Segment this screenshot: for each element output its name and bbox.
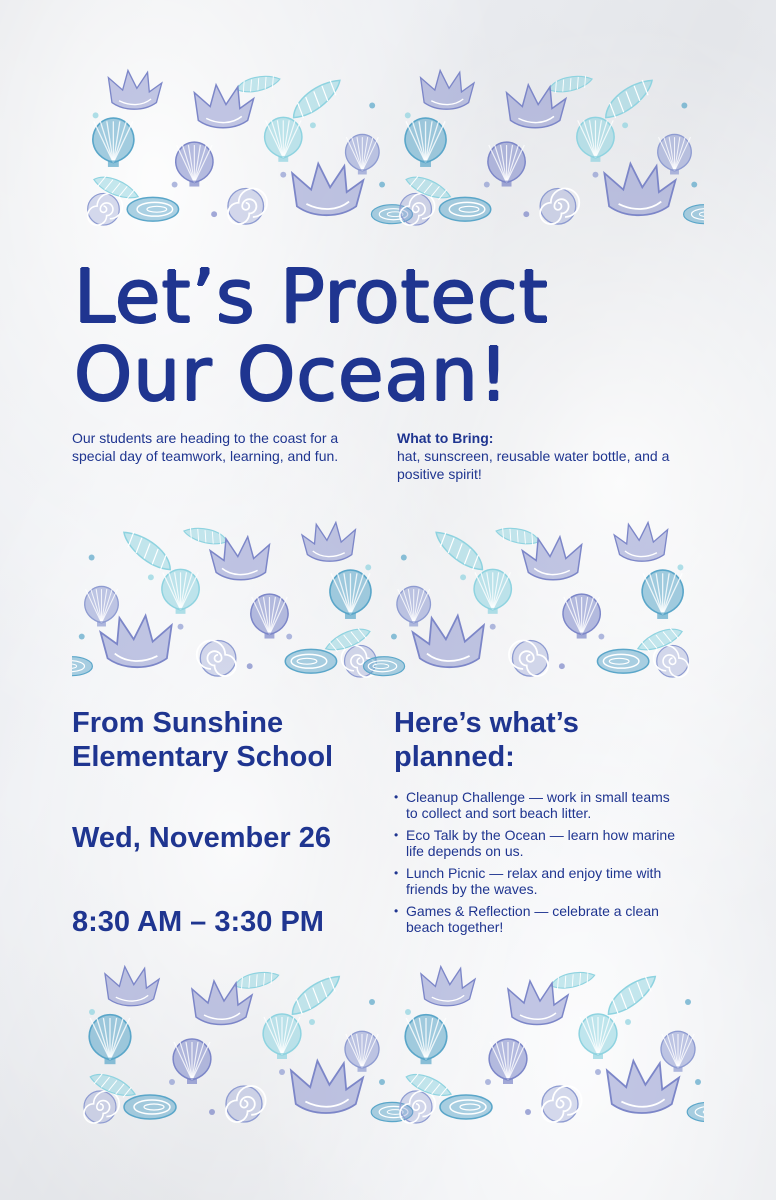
scallop-shell-icon [405,1015,447,1064]
scallop-shell-icon [489,1039,527,1084]
plan-item-text: Eco Talk by the Ocean — learn how marine life depends on us. [406,827,675,859]
mussel-shell-icon [684,205,704,224]
mussel-shell-icon [439,197,490,221]
scallop-shell-icon [397,586,431,626]
school-name [72,706,382,774]
mussel-shell-icon [687,1102,704,1121]
plan-item-text: Cleanup Challenge — work in small teams to collect and sort beach litter. [406,789,670,821]
scallop-shell-icon [85,586,119,626]
scallop-shell-icon [265,117,302,161]
spiral-shell-icon [226,1086,266,1122]
plan-heading-line-2: planned: [394,741,515,773]
mussel-shell-icon [72,657,92,676]
scallop-shell-icon [162,569,199,613]
pebble-dot [369,103,375,109]
scallop-shell-icon [579,1014,617,1059]
spiral-shell-icon [88,193,123,225]
plan-item [394,827,684,859]
pebble-dot [379,1079,385,1085]
plan-item-text: Games & Reflection — celebrate a clean beach together! [406,903,659,935]
conch-shell-icon [430,526,489,575]
plan-item [394,903,684,935]
pebble-dot [691,182,697,188]
scallop-shell-icon [661,1031,695,1072]
pebble-dot [622,122,628,128]
spiky-shell-icon [105,967,159,1006]
plan-item [394,789,684,821]
pebble-dot [178,624,184,630]
pebble-dot [247,663,253,669]
spiky-shell-icon [607,1061,679,1113]
pebble-dot [598,634,604,640]
spiky-shell-icon [421,967,475,1006]
poster-title [74,254,694,418]
pebble-dot [405,1009,411,1015]
pebble-dot [401,555,407,561]
conch-shell-icon [547,73,593,94]
spiky-shell-icon [413,616,484,668]
conch-shell-icon [233,969,280,991]
scallop-shell-icon [346,134,380,174]
mussel-shell-icon [363,657,404,676]
spiral-shell-icon [400,193,435,225]
event-time: 8:30 AM – 3:30 PM [72,906,324,938]
spiral-shell-icon [197,641,236,677]
scallop-shell-icon [176,142,213,186]
spiky-shell-icon [101,616,172,668]
spiky-shell-icon [614,523,667,562]
scallop-shell-icon [345,1031,379,1072]
conch-shell-icon [549,969,596,991]
seashell-border-middle [72,518,704,682]
mussel-shell-icon [127,197,178,221]
scallop-shell-icon [263,1014,301,1059]
title-line-1: Let’s Protect [74,254,549,340]
pebble-dot [625,1019,631,1025]
pebble-dot [685,999,691,1005]
pebble-dot [89,555,95,561]
plan-item-text: Lunch Picnic — relax and enjoy time with friends by the waves. [406,865,662,897]
plan-heading [394,706,704,774]
pebble-dot [209,1109,215,1115]
school-line-2: Elementary School [72,741,334,773]
pebble-dot [460,574,466,580]
conch-shell-icon [182,525,228,546]
scallop-shell-icon [577,117,614,161]
what-to-bring-text: hat, sunscreen, reusable water bottle, and a positive spirit! [397,448,670,482]
pebble-dot [525,1109,531,1115]
pebble-dot [169,1079,175,1085]
scallop-shell-icon [405,118,446,167]
pebble-dot [286,634,292,640]
bullet-icon: • [394,904,399,918]
spiral-shell-icon [400,1091,435,1123]
scallop-shell-icon [173,1039,211,1084]
scallop-shell-icon [93,118,134,167]
bullet-icon: • [394,828,399,842]
conch-shell-icon [495,525,541,546]
mussel-shell-icon [440,1095,492,1119]
scallop-shell-icon [563,594,600,638]
what-to-bring-label: What to Bring: [397,430,494,446]
plan-item [394,865,684,897]
conch-shell-icon [599,74,658,123]
scallop-shell-icon [330,570,371,619]
pebble-dot [211,211,217,217]
conch-shell-icon [602,970,662,1020]
what-to-bring [397,429,687,483]
pebble-dot [490,624,496,630]
seashell-border-top [72,66,704,230]
pebble-dot [379,182,385,188]
intro-text: Our students are heading to the coast for a special day of teamwork, learning, and fun. [72,430,339,464]
plan-heading-line-1: Here’s what’s [394,707,579,739]
conch-shell-icon [118,526,177,575]
pebble-dot [365,564,371,570]
pebble-dot [279,1069,285,1075]
pebble-dot [310,122,316,128]
title-line-2: Our Ocean! [74,332,510,418]
bullet-icon: • [394,866,399,880]
scallop-shell-icon [474,569,511,613]
conch-shell-icon [287,74,346,123]
spiky-shell-icon [302,523,355,562]
scallop-shell-icon [642,570,683,619]
pebble-dot [391,634,397,640]
pebble-dot [523,211,529,217]
pebble-dot [79,634,85,640]
spiral-shell-icon [542,1086,582,1122]
pebble-dot [695,1079,701,1085]
scallop-shell-icon [89,1015,131,1064]
spiral-shell-icon [509,641,548,677]
spiky-shell-icon [108,71,161,110]
pebble-dot [677,564,683,570]
pebble-dot [595,1069,601,1075]
pebble-dot [280,172,286,178]
pebble-dot [89,1009,95,1015]
spiral-shell-icon [228,189,267,225]
pebble-dot [172,182,178,188]
mussel-shell-icon [285,649,336,673]
pebble-dot [148,574,154,580]
pebble-dot [681,103,687,109]
plan-list [394,789,684,941]
spiky-shell-icon [421,71,474,110]
pebble-dot [484,182,490,188]
pebble-dot [593,172,599,178]
spiral-shell-icon [84,1091,119,1123]
bullet-icon: • [394,790,399,804]
spiky-shell-icon [291,1061,363,1113]
spiral-shell-icon [540,189,579,225]
pebble-dot [93,112,99,118]
event-date: Wed, November 26 [72,822,331,854]
mussel-shell-icon [597,649,648,673]
pebble-dot [369,999,375,1005]
pebble-dot [405,112,411,118]
conch-shell-icon [286,970,346,1020]
conch-shell-icon [235,73,281,94]
school-line-1: From Sunshine [72,707,284,739]
scallop-shell-icon [658,134,692,174]
pebble-dot [485,1079,491,1085]
pebble-dot [309,1019,315,1025]
spiky-shell-icon [604,164,675,216]
mussel-shell-icon [124,1095,176,1119]
spiral-shell-icon [654,645,689,677]
seashell-border-bottom [72,962,704,1128]
scallop-shell-icon [251,594,288,638]
pebble-dot [559,663,565,669]
spiky-shell-icon [292,164,363,216]
scallop-shell-icon [488,142,525,186]
